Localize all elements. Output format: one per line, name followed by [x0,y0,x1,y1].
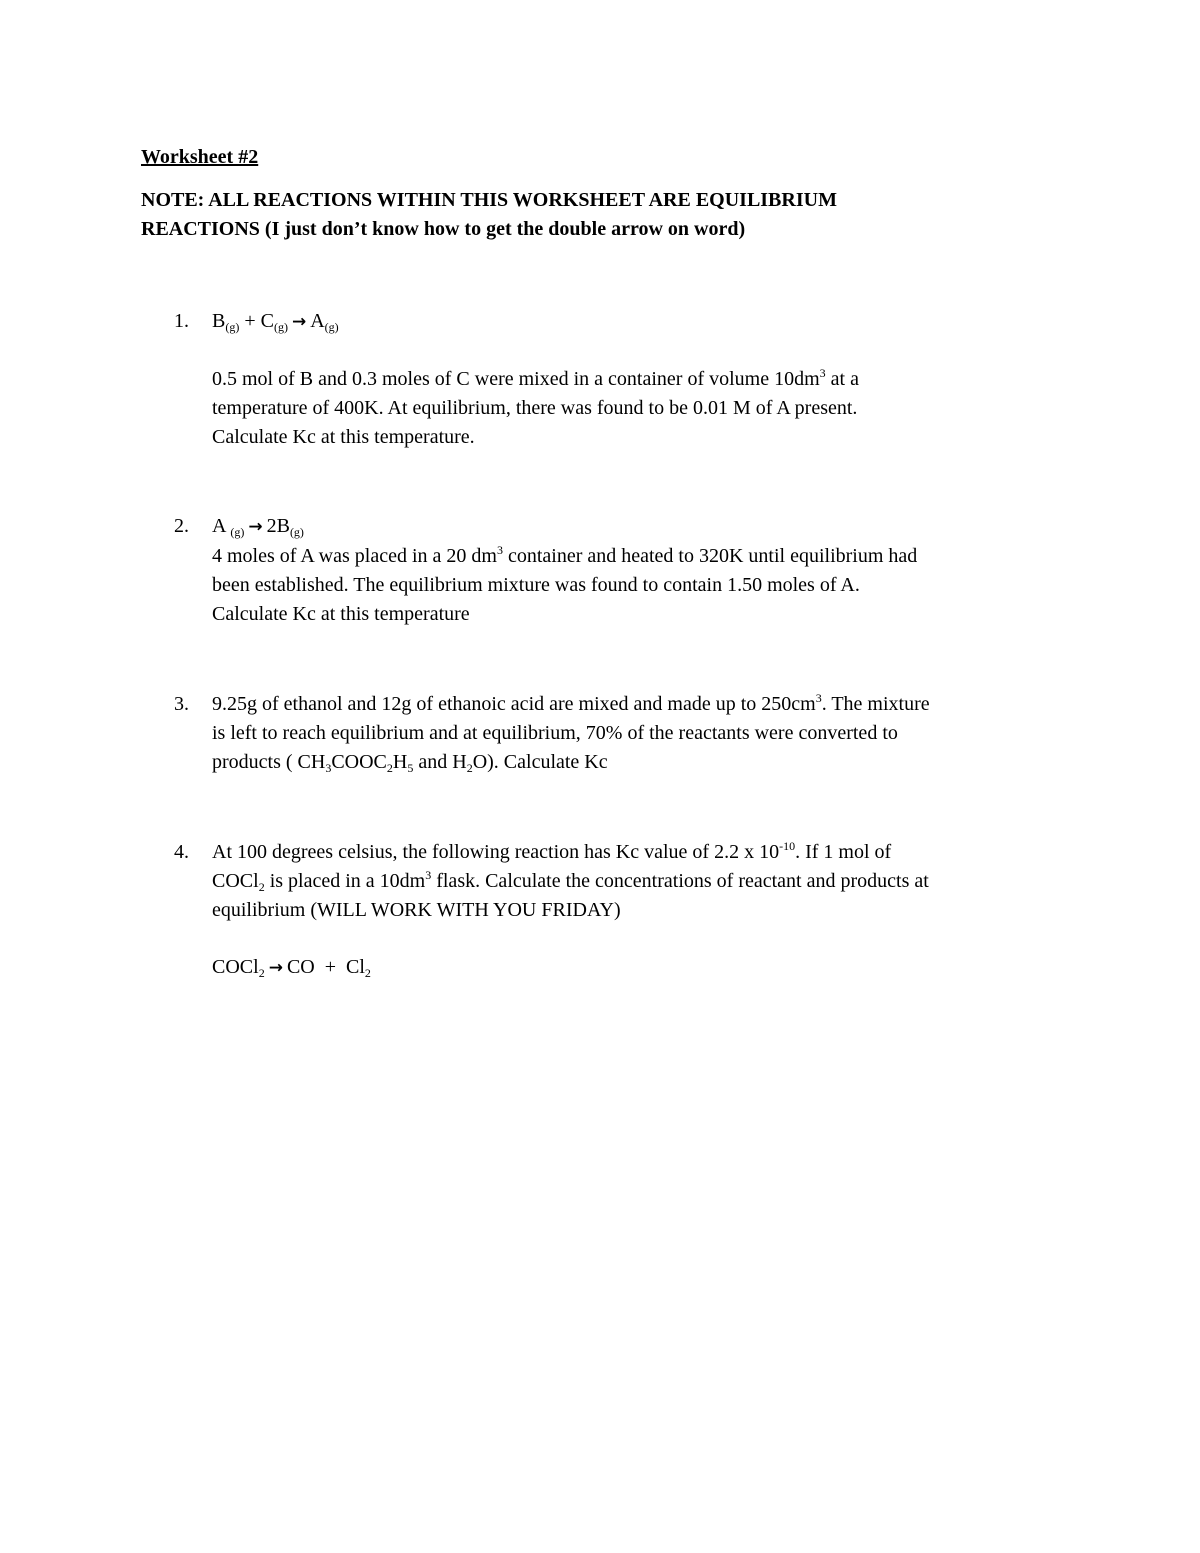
superscript: 3 [496,543,503,557]
superscript: 3 [425,868,432,882]
question-body [212,512,1102,629]
question-text-line: 0.5 mol of B and 0.3 moles of C were mixed in a container of volume $10dm^3$ at a [212,366,859,390]
question-text-line: 4 moles of A was placed in a 20 $dm^3$ container and heated to 320K until equilibrium had [212,543,918,567]
reaction-arrow-icon: → [248,517,263,537]
question-text-line: equilibrium (WILL WORK WITH YOU FRIDAY) [212,899,621,921]
question-body [212,690,1102,777]
state-subscript: (g) [289,525,304,539]
question-text-line: Calculate Kc at this temperature [212,603,470,625]
state-subscript: (g) [225,320,240,334]
subscript: 2 [466,761,473,775]
question-body [212,838,1102,983]
reactant-a: A [212,515,226,537]
question-number: 1. [174,310,189,332]
reactant-c: C [260,310,274,332]
note-line-1: NOTE: ALL REACTIONS WITHIN THIS WORKSHEET ARE EQUILIBRIUM [141,189,837,211]
question-text-line: 9.25g of ethanol and 12g of ethanoic acid are mixed and made up to $250cm^3$. The mixture [212,691,930,715]
question-text-line: products ( $CH_3COOC_2H_5$ and $H_2O$). Calculate Kc [212,751,608,775]
question-text-line: been established. The equilibrium mixture was found to contain 1.50 moles of A. [212,574,860,596]
superscript: -10 [779,839,796,853]
plus-sign: + [324,956,337,978]
question-text-line: At 100 degrees celsius, the following reaction has Kc value of 2.2 x $10^{-10}$. If 1 mol of [212,839,892,863]
question-text-line: is left to reach equilibrium and at equilibrium, 70% of the reactants were converted to [212,722,898,744]
question-text-line: COCl$_2$ is placed in a $10dm^3$ flask. Calculate the concentrations of reactant and products at [212,868,929,894]
superscript: 3 [815,691,822,705]
superscript: 3 [819,366,826,380]
subscript: 5 [407,761,414,775]
reactant-b: B [212,310,226,332]
worksheet-title: Worksheet #2 [141,146,259,168]
subscript: 2 [386,761,393,775]
question-number: 2. [174,515,189,537]
reaction-equation [212,953,1102,983]
subscript: 2 [258,966,265,980]
state-subscript: (g) [273,320,288,334]
subscript: 2 [364,966,371,980]
state-subscript: (g) [324,320,339,334]
state-subscript: (g) [230,525,245,539]
product-co: CO [286,956,315,978]
question-number: 4. [174,841,189,863]
reaction-equation [212,307,1102,337]
note-line-2: REACTIONS (I just don’t know how to get the double arrow on word) [141,218,746,240]
question-text-line: Calculate Kc at this temperature. [212,426,475,448]
question-number: 3. [174,693,189,715]
plus-sign: + [244,310,256,332]
subscript: 3 [325,761,332,775]
worksheet-note [141,186,1081,244]
reaction-equation [212,512,1102,542]
question-body [212,307,1102,452]
reaction-arrow-icon: → [268,958,283,978]
product-a: A [310,310,325,332]
subscript: 2 [258,880,265,894]
reaction-arrow-icon: → [291,312,307,332]
reactant-cocl2: COCl [212,956,259,978]
product-2b: 2B [266,515,290,537]
product-cl2: Cl [346,956,365,978]
question-text-line: temperature of 400K. At equilibrium, there was found to be 0.01 M of A present. [212,397,858,419]
